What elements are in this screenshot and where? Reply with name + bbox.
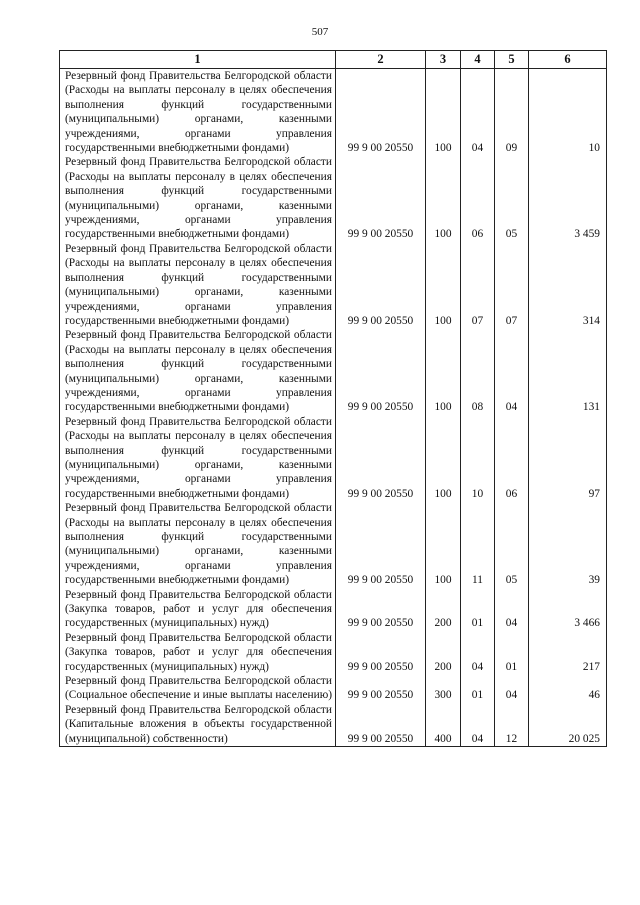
table-row [60,674,607,703]
expense-name-cell: Резервный фонд Правительства Белгородской области (Капитальные вложения в объекты государственной (муниципальной) собственности) [60,703,336,747]
header-cell: 4 [461,51,495,69]
section-cell: 06 [461,155,495,241]
section-cell: 01 [461,674,495,703]
expense-type-cell: 100 [426,501,461,587]
target-article-cell: 99 9 00 20550 [336,328,426,414]
subsection-cell: 05 [495,155,529,241]
header-cell: 2 [336,51,426,69]
header-cell: 1 [60,51,336,69]
table-row [60,501,607,587]
table-row [60,703,607,747]
target-article-cell: 99 9 00 20550 [336,69,426,156]
expense-type-cell: 100 [426,242,461,328]
section-cell: 01 [461,588,495,631]
subsection-cell: 06 [495,415,529,501]
amount-cell: 314 [529,242,607,328]
header-row [60,51,607,69]
expense-name-cell: Резервный фонд Правительства Белгородской области (Расходы на выплаты персоналу в целях обеспечения выполнения функций государственными (муниципальными) органами, казенными учреждениями, органами управления государственными внебюджетными фондами) [60,328,336,414]
table-row [60,155,607,241]
header-cell: 6 [529,51,607,69]
section-cell: 11 [461,501,495,587]
amount-cell: 3 459 [529,155,607,241]
amount-cell: 20 025 [529,703,607,747]
expense-type-cell: 100 [426,328,461,414]
budget-table [59,50,607,747]
expense-type-cell: 300 [426,674,461,703]
expense-type-cell: 100 [426,415,461,501]
target-article-cell: 99 9 00 20550 [336,155,426,241]
expense-name-cell: Резервный фонд Правительства Белгородской области (Расходы на выплаты персоналу в целях обеспечения выполнения функций государственными (муниципальными) органами, казенными учреждениями, органами управления государственными внебюджетными фондами) [60,501,336,587]
target-article-cell: 99 9 00 20550 [336,242,426,328]
subsection-cell: 09 [495,69,529,156]
target-article-cell: 99 9 00 20550 [336,588,426,631]
table-row [60,242,607,328]
header-cell: 3 [426,51,461,69]
header-cell: 5 [495,51,529,69]
amount-cell: 46 [529,674,607,703]
page-number: 507 [311,26,329,38]
subsection-cell: 04 [495,588,529,631]
table-row [60,415,607,501]
subsection-cell: 04 [495,328,529,414]
expense-type-cell: 400 [426,703,461,747]
target-article-cell: 99 9 00 20550 [336,415,426,501]
amount-cell: 131 [529,328,607,414]
amount-cell: 3 466 [529,588,607,631]
table-row [60,328,607,414]
subsection-cell: 07 [495,242,529,328]
expense-name-cell: Резервный фонд Правительства Белгородской области (Закупка товаров, работ и услуг для обеспечения государственных (муниципальных) нужд) [60,631,336,674]
section-cell: 04 [461,69,495,156]
expense-name-cell: Резервный фонд Правительства Белгородской области (Расходы на выплаты персоналу в целях обеспечения выполнения функций государственными (муниципальными) органами, казенными учреждениями, органами управления государственными внебюджетными фондами) [60,69,336,156]
expense-name-cell: Резервный фонд Правительства Белгородской области (Расходы на выплаты персоналу в целях обеспечения выполнения функций государственными (муниципальными) органами, казенными учреждениями, органами управления государственными внебюджетными фондами) [60,415,336,501]
expense-type-cell: 100 [426,69,461,156]
target-article-cell: 99 9 00 20550 [336,631,426,674]
expense-name-cell: Резервный фонд Правительства Белгородской области (Расходы на выплаты персоналу в целях обеспечения выполнения функций государственными (муниципальными) органами, казенными учреждениями, органами управления государственными внебюджетными фондами) [60,155,336,241]
subsection-cell: 12 [495,703,529,747]
subsection-cell: 01 [495,631,529,674]
amount-cell: 217 [529,631,607,674]
expense-name-cell: Резервный фонд Правительства Белгородской области (Расходы на выплаты персоналу в целях обеспечения выполнения функций государственными (муниципальными) органами, казенными учреждениями, органами управления государственными внебюджетными фондами) [60,242,336,328]
expense-name-cell: Резервный фонд Правительства Белгородской области (Закупка товаров, работ и услуг для обеспечения государственных (муниципальных) нужд) [60,588,336,631]
expense-type-cell: 100 [426,155,461,241]
section-cell: 04 [461,631,495,674]
expense-type-cell: 200 [426,631,461,674]
target-article-cell: 99 9 00 20550 [336,674,426,703]
subsection-cell: 04 [495,674,529,703]
expense-name-cell: Резервный фонд Правительства Белгородской области (Социальное обеспечение и иные выплаты населению) [60,674,336,703]
subsection-cell: 05 [495,501,529,587]
expense-type-cell: 200 [426,588,461,631]
amount-cell: 97 [529,415,607,501]
section-cell: 04 [461,703,495,747]
amount-cell: 10 [529,69,607,156]
table-row [60,588,607,631]
target-article-cell: 99 9 00 20550 [336,501,426,587]
section-cell: 07 [461,242,495,328]
amount-cell: 39 [529,501,607,587]
target-article-cell: 99 9 00 20550 [336,703,426,747]
section-cell: 10 [461,415,495,501]
section-cell: 08 [461,328,495,414]
table-row [60,631,607,674]
table-row [60,69,607,156]
